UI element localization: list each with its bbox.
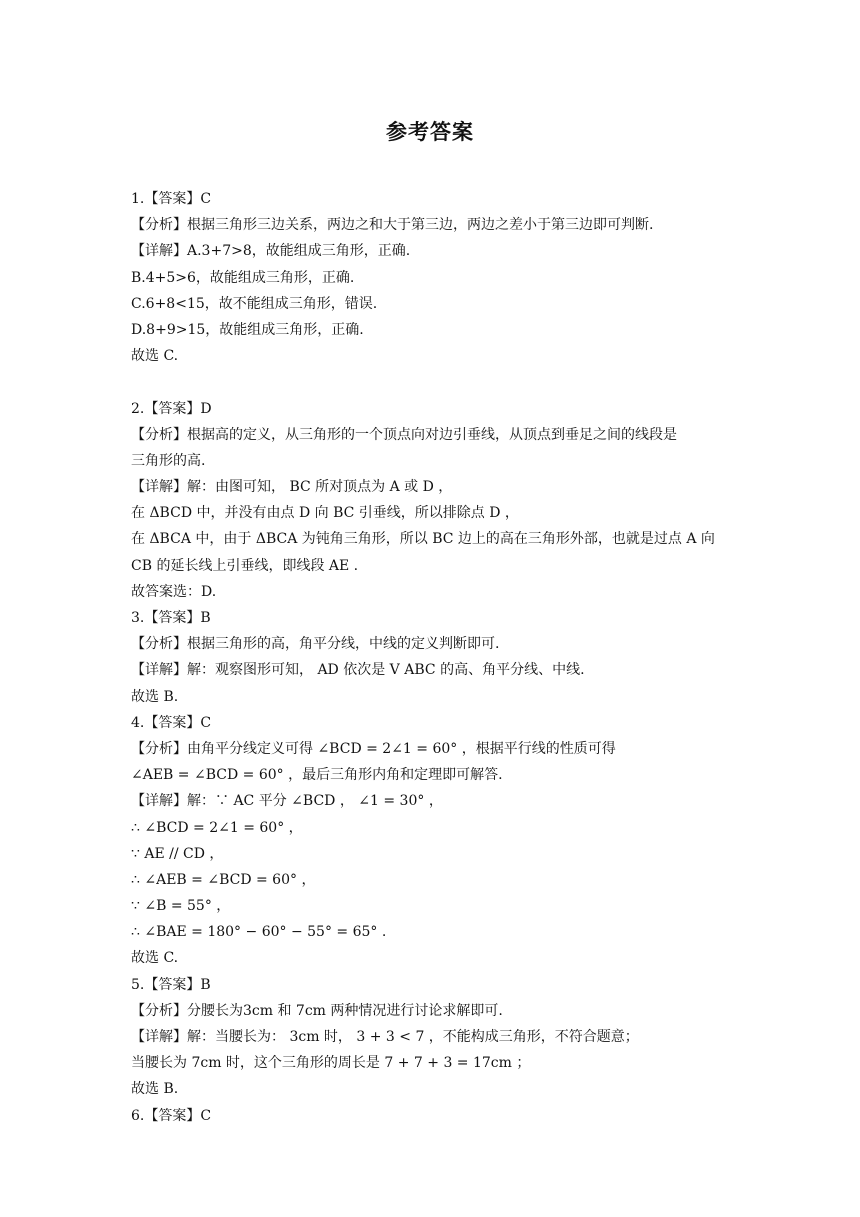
q5-analysis: 【分析】分腰长为3cm 和 7cm 两种情况进行讨论求解即可. xyxy=(131,1002,503,1019)
q1-analysis: 【分析】根据三角形三边关系，两边之和大于第三边，两边之差小于第三边即可判断. xyxy=(131,217,654,234)
q2-analysis-line-2: 三角形的高. xyxy=(131,452,206,469)
q2-conclusion: 故答案选：D. xyxy=(131,583,217,600)
q5-detail-line-2: 当腰长为 7cm 时，这个三角形的周长是 7 + 7 + 3 = 17cm ； xyxy=(131,1055,531,1072)
q1-detail-b: B.4+5>6，故能组成三角形，正确. xyxy=(131,269,355,286)
q3-detail: 【详解】解：观察图形可知， AD 依次是 V ABC 的高、角平分线、中线. xyxy=(131,662,585,679)
q1-detail-d: D.8+9>15，故能组成三角形，正确. xyxy=(131,321,364,338)
q5-detail-line-1: 【详解】解：当腰长为： 3cm 时， 3 + 3 < 7 ，不能构成三角形，不符合题意； xyxy=(131,1029,639,1045)
q6-answer: 6.【答案】C xyxy=(131,1107,212,1124)
page-title: 参考答案 xyxy=(386,120,474,144)
q2-detail-line-1: 【详解】解：由图可知， BC 所对顶点为 A 或 D ， xyxy=(131,479,453,496)
q4-conclusion: 故选 C. xyxy=(131,950,179,967)
q4-analysis-line-2: ∠AEB = ∠BCD = 60° ，最后三角形内角和定理即可解答. xyxy=(131,767,503,784)
q4-analysis-line-1: 【分析】由角平分线定义可得 ∠BCD = 2∠1 = 60° ，根据平行线的性质可得 xyxy=(131,740,616,757)
q4-answer: 4.【答案】C xyxy=(131,714,212,731)
q1-conclusion: 故选 C. xyxy=(131,348,179,365)
q3-conclusion: 故选 B. xyxy=(131,688,179,705)
q2-detail-line-3: 在 ΔBCA 中，由于 ΔBCA 为钝角三角形，所以 BC 边上的高在三角形外部，也就是过点 A 向 xyxy=(131,531,715,548)
q4-detail-line-1: 【详解】解：∵ AC 平分 ∠BCD ， ∠1 = 30° ， xyxy=(131,793,443,810)
spacer xyxy=(131,369,731,395)
q3-analysis: 【分析】根据三角形的高，角平分线，中线的定义判断即可. xyxy=(131,636,500,653)
q1-detail-c: C.6+8<15，故不能组成三角形，错误. xyxy=(131,295,378,312)
q2-answer: 2.【答案】D xyxy=(131,400,212,417)
q4-detail-line-6: ∴ ∠BAE = 180° − 60° − 55° = 65° . xyxy=(131,924,387,941)
answer-content xyxy=(131,186,731,1129)
q3-answer: 3.【答案】B xyxy=(131,610,211,626)
q4-detail-line-5: ∵ ∠B = 55° ， xyxy=(131,898,231,915)
q2-detail-line-2: 在 ΔBCD 中，并没有由点 D 向 BC 引垂线，所以排除点 D ， xyxy=(131,505,519,522)
q5-conclusion: 故选 B. xyxy=(131,1081,179,1098)
q2-detail-line-4: CB 的延长线上引垂线，即线段 AE . xyxy=(131,557,359,574)
q1-answer: 1.【答案】C xyxy=(131,191,212,207)
q4-detail-line-2: ∴ ∠BCD = 2∠1 = 60° ， xyxy=(131,819,303,836)
q4-detail-line-3: ∵ AE // CD ， xyxy=(131,845,224,862)
q1-detail-a: 【详解】A.3+7>8，故能组成三角形，正确. xyxy=(131,243,411,260)
q5-answer: 5.【答案】B xyxy=(131,976,211,993)
q4-detail-line-4: ∴ ∠AEB = ∠BCD = 60° ， xyxy=(131,871,316,888)
q2-analysis-line-1: 【分析】根据高的定义，从三角形的一个顶点向对边引垂线，从顶点到垂足之间的线段是 xyxy=(131,426,677,443)
